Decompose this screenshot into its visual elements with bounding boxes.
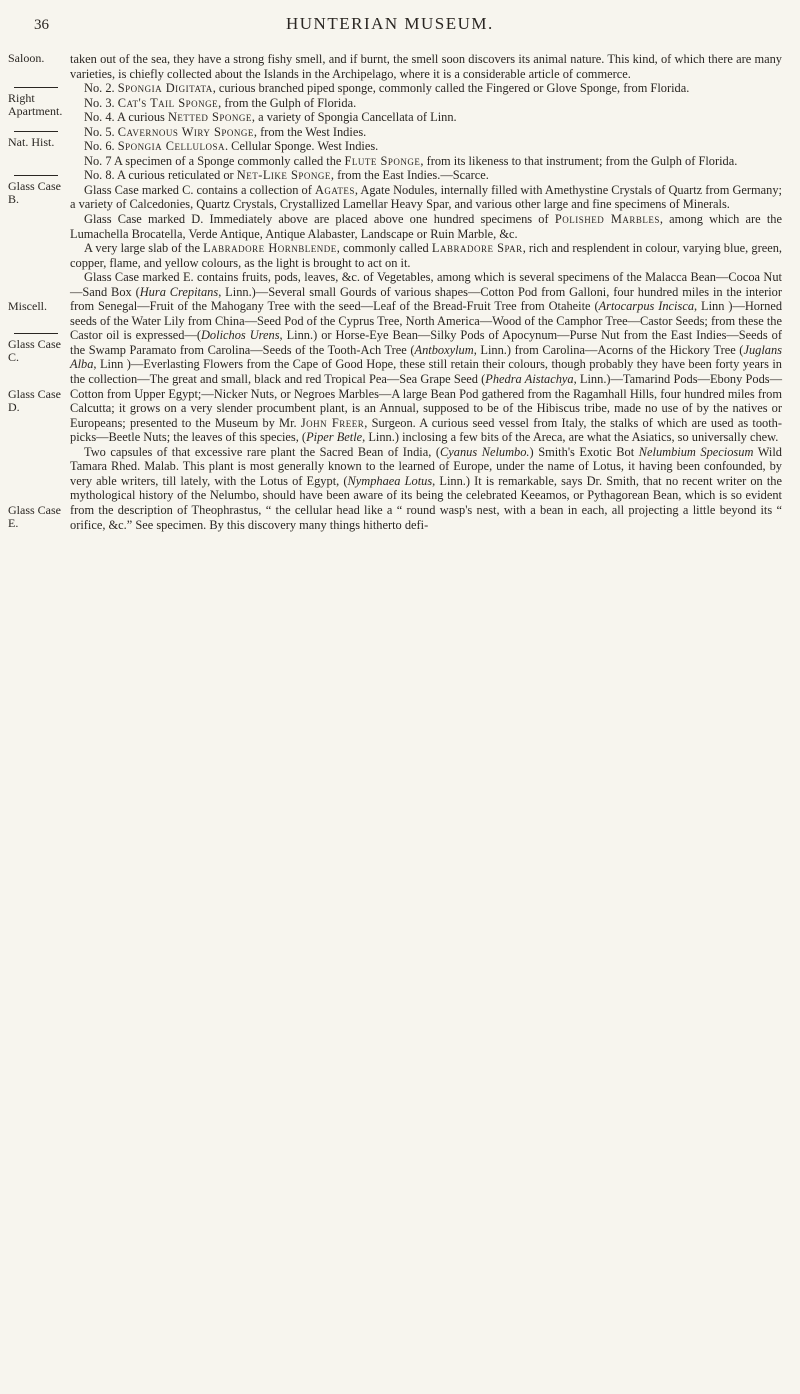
margin-note-text: Miscell. — [8, 299, 47, 313]
page-number: 36 — [34, 17, 49, 33]
margin-rule — [14, 131, 58, 132]
paragraph-caseC — [70, 183, 782, 212]
small-caps-term: Spongia Cellulosa — [117, 139, 225, 154]
margin-rule — [14, 87, 58, 88]
text-run: No. 2. — [84, 81, 118, 96]
paragraph-lotus — [70, 445, 782, 532]
small-caps-term: Labradore Spar — [431, 241, 523, 256]
text-run: , from the West Indies. — [253, 124, 367, 139]
text-run: No. 4. A curious — [84, 110, 168, 125]
text-run: , Linn.)—Tamarind Pods—Ebony Pods—Cotton from Upper Egypt;—Nicker Nuts, or Negroes Marbles—A large Bean Pod gathered from the Ragamhall Hills, four hundred miles from Calcutta; it grows on a very slender procumbent plant, is an Annual, supposed to be of the Hibiscus tribe, made no use of by the natives or Europeans; presented to the Museum by Mr. — [70, 372, 782, 430]
text-run: , among which are the Lumachella Brocatella, Verde Antique, Antique Alabaster, Landscape or Ruin Marble, &c. — [70, 212, 782, 241]
margin-note-text: Glass Case D. — [8, 387, 61, 415]
small-caps-term: Agates — [314, 182, 355, 197]
text-run: No. 6. — [84, 139, 118, 154]
text-run: No. 8. A curious reticulated or — [84, 168, 237, 183]
italic-term: Artocarpus Incisca — [598, 299, 695, 314]
italic-term: Piper Betle — [306, 430, 363, 445]
small-caps-term: Flute Sponge — [344, 153, 421, 168]
margin-note-text: Glass Case B. — [8, 179, 61, 207]
text-run: No. 5. — [84, 124, 118, 139]
text-run: , a variety of Spongia Cancellata of Linn. — [251, 110, 457, 125]
margin-note — [8, 504, 70, 530]
margin-note — [8, 82, 70, 118]
text-run: No. 7 A specimen of a Sponge commonly called the — [84, 153, 345, 168]
italic-term: Nelumbium Speciosum — [638, 444, 754, 459]
page-header — [8, 14, 782, 44]
text-run: , rich and resplendent in colour, varying blue, green, copper, flame, and yellow colours, as the light is brought to act on it. — [70, 241, 782, 270]
text-run: , from the Gulph of Florida. — [218, 95, 357, 110]
paragraph-no5 — [70, 125, 782, 140]
text-run: , Linn.)—Several small Gourds of various shapes—Cotton Pod from Galloni, four hundred miles in the interior from Senegal—Fruit of the Mahogany Tree with the seed—Leaf of the Bread-Fruit Tree from Otaheite ( — [70, 284, 782, 314]
text-run: , curious branched piped sponge, commonly called the Fingered or Glove Sponge, from Florida. — [212, 81, 690, 96]
small-caps-term: Netted Sponge — [167, 110, 252, 125]
text-run: , Linn.) from Carolina—Acorns of the Hickory Tree ( — [473, 342, 744, 357]
text-run: , Linn )—Horned seeds of the Water Lily from China—Seed Pod of the Cyprus Tree, North America—Wood of the Camphor Tree—Castor Seeds; from these the Castor oil is expressed—( — [70, 299, 783, 343]
margin-note-text: Saloon. — [8, 51, 45, 65]
paragraph-no6 — [70, 139, 782, 154]
italic-term: Antboxylum — [414, 342, 474, 357]
text-run: Glass Case marked C. contains a collection of — [84, 182, 315, 197]
italic-term: Phedra Aistachya — [485, 372, 574, 387]
margin-note — [8, 300, 70, 313]
italic-term: Cyanus Nelumbo. — [439, 444, 530, 459]
text-run: , Surgeon. A curious seed vessel from Italy, the stalks of which are used as tooth-picks—Beetle Nuts; the leaves of this species, ( — [70, 415, 782, 445]
text-run: Two capsules of that excessive rare plant the Sacred Bean of India, ( — [84, 444, 440, 459]
text-run: Wild Tamara Rhed. Malab. This plant is most generally known to the learned of Europe, under the name of Lotus, it having been confounded, by very able writers, till lately, with the Lotus of Egypt, ( — [70, 444, 782, 488]
text-run: Glass Case marked D. Immediately above are placed above one hundred specimens of — [84, 212, 555, 227]
italic-term: Nymphaea Lotus — [347, 473, 433, 488]
small-caps-term: Net-Like Sponge — [236, 168, 331, 183]
text-run: , commonly called — [336, 241, 432, 256]
italic-term: Dolichos Urens — [200, 328, 280, 343]
text-run: , Linn.) inclosing a few bits of the Areca, are what the Asiatics, so universally chew. — [362, 430, 779, 445]
italic-term: Hura Crepitans — [139, 284, 219, 299]
text-run: , Linn )—Everlasting Flowers from the Cape of Good Hope, these still retain their colours, though probably they have been forty years in the collection—The great and small, black and red Tropical Pea—Sea Grape Seed ( — [70, 357, 782, 387]
italic-term: Juglans Alba — [70, 342, 782, 372]
margin-note-text: Right Apartment. — [8, 91, 63, 119]
running-title: HUNTERIAN MUSEUM. — [286, 14, 494, 33]
margin-note-text: Glass Case C. — [8, 337, 61, 365]
paragraph-labrador — [70, 241, 782, 270]
margin-note — [8, 170, 70, 206]
small-caps-term: Polished Marbles — [554, 212, 660, 227]
paragraph-no2 — [70, 81, 782, 96]
text-run: . Cellular Sponge. West Indies. — [224, 139, 379, 154]
margin-note-text: Nat. Hist. — [8, 135, 55, 149]
text-run: A very large slab of the — [84, 241, 204, 256]
text-run: , from its likeness to that instrument; from the Gulph of Florida. — [420, 153, 738, 168]
margin-notes-column — [8, 52, 70, 532]
text-run: , from the East Indies.—Scarce. — [330, 168, 489, 183]
page-body — [8, 52, 782, 532]
text-run: , Agate Nodules, internally filled with Amethystine Crystals of Quartz from Germany; a variety of Calcedonies, Quartz Crystals, Crystallized Lamellar Heavy Spar, and various other large and fine specimens of Minerals. — [70, 182, 782, 212]
small-caps-term: Spongia Digitata — [117, 81, 213, 96]
small-caps-term: Cat's Tail Sponge — [117, 95, 219, 110]
margin-rule — [14, 333, 58, 334]
main-text — [70, 52, 782, 532]
paragraph-caseE — [70, 270, 782, 445]
paragraph-no7 — [70, 154, 782, 169]
text-run: Glass Case marked E. contains fruits, pods, leaves, &c. of Vegetables, among which is several specimens of the Malacca Bean—Cocoa Nut—Sand Box ( — [70, 270, 782, 299]
margin-note — [8, 52, 70, 65]
text-run: , Linn.) or Horse-Eye Bean—Silky Pods of Apocynum—Purse Nut from the East Indies—Seeds of the Swamp Paramato from Carolina—Seeds of the Tooth-Ach Tree ( — [70, 328, 782, 357]
small-caps-term: John Freer — [300, 415, 365, 430]
text-run: ) Smith's Exotic Bot — [529, 444, 639, 459]
margin-note — [8, 388, 70, 414]
small-caps-term: Labradore Hornblende — [203, 241, 337, 256]
paragraph-no8 — [70, 168, 782, 183]
small-caps-term: Cavernous Wiry Sponge — [117, 124, 254, 139]
margin-note — [8, 328, 70, 364]
margin-rule — [14, 175, 58, 176]
paragraph-no4 — [70, 110, 782, 125]
paragraph-intro: taken out of the sea, they have a strong fishy smell, and if burnt, the smell soon discovers its animal nature. This kind, of which there are many varieties, is chiefly collected about the Islands in the Archipelago, where it is a considerable article of commerce. — [70, 52, 782, 81]
text-run: , Linn.) It is remarkable, says Dr. Smith, that no recent writer on the mythological history of the Nelumbo, should have been aware of its being the celebrated Keeamos, or Pythagorean Bean, which is so evident from the description of Theophrastus, “ the cellular head like a “ round wasp's nest, with a bean in each, all projecting a little beyond its “ orifice, &c.” See specimen. By this discovery many things hitherto defi- — [70, 473, 783, 532]
paragraph-no3 — [70, 96, 782, 111]
margin-note-text: Glass Case E. — [8, 503, 61, 531]
text-run: No. 3. — [84, 95, 118, 110]
margin-note — [8, 126, 70, 149]
paragraph-caseD — [70, 212, 782, 241]
